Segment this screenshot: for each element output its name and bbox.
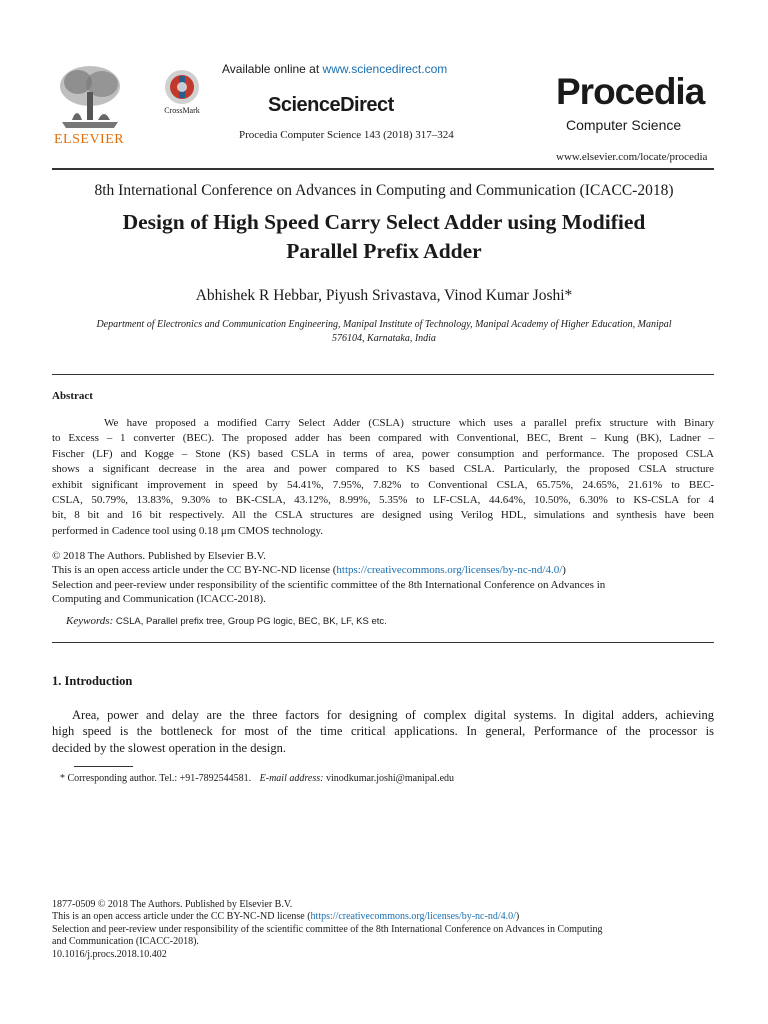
footer-license-line (52, 911, 722, 923)
elsevier-tree-icon (52, 62, 128, 132)
journal-url[interactable]: www.elsevier.com/locate/procedia (556, 151, 708, 163)
available-online (222, 62, 447, 76)
issn-line: 1877-0509 © 2018 The Authors. Published by Elsevier B.V. (52, 899, 293, 910)
footer-license-prefix: This is an open access article under the CC BY-NC-ND license ( (52, 911, 311, 923)
footnote (60, 773, 454, 784)
abstract-body (52, 416, 714, 539)
journal-citation: Procedia Computer Science 143 (2018) 317–324 (239, 129, 454, 141)
intro-line: high speed is the bottleneck for most of the time critical applications. In general, Performance of the processor is (52, 724, 714, 739)
abstract-line: exhibit significant improvement in speed by 54.41%, 7.95%, 7.82% to Conventional CSLA, 65.75%, 24.65%, 21.61% to BEC- (52, 478, 714, 491)
journal-subtitle: Computer Science (566, 117, 682, 133)
copyright-line: © 2018 The Authors. Published by Elsevier B.V. (52, 550, 266, 562)
conference-name: 8th International Conference on Advances in Computing and Communication (ICACC-2018) (94, 182, 674, 199)
intro-body (52, 707, 714, 756)
crossmark-label: CrossMark (164, 106, 200, 115)
sciencedirect-link[interactable]: www.sciencedirect.com (322, 62, 448, 76)
affiliation-line2: 576104, Karnataka, India (332, 333, 436, 344)
footer-license-link[interactable]: https://creativecommons.org/licenses/by-nc-nd/4.0/ (310, 911, 516, 923)
paper-title-line2: Parallel Prefix Adder (286, 239, 482, 263)
footer-review-line: and Communication (ICACC-2018). (52, 936, 199, 948)
publisher-name: ELSEVIER (54, 132, 125, 147)
elsevier-logo (52, 62, 128, 148)
doi[interactable]: 10.1016/j.procs.2018.10.402 (52, 948, 167, 960)
footnote-corresponding: * Corresponding author. Tel.: +91-7892544581. (60, 773, 252, 784)
abstract-line: CSLA, 50.79%, 13.83%, 9.30% to BK-CSLA, 43.12%, 8.99%, 5.35% to LF-CSLA, 44.64%, 10.50%, 6.30% to KS-CSLA for 4 (52, 494, 714, 507)
intro-line: Area, power and delay are the three factors for designing of complex digital systems. In digital adders, achieving (72, 708, 714, 722)
license-link[interactable]: https://creativecommons.org/licenses/by-nc-nd/4.0/ (336, 564, 563, 577)
abstract-line: shows a significant decrease in the area and power compared to KS based CSLA. Particularly, the proposed CSLA structure (52, 463, 714, 476)
license-suffix: ) (562, 564, 566, 577)
abstract-line: bit, 8 bit and 16 bit respectively. All the CSLA structures are designed using Verilog HDL, simulations and synthesis have been (52, 509, 714, 522)
license-prefix: This is an open access article under the CC BY-NC-ND license ( (52, 564, 337, 577)
crossmark-badge[interactable] (160, 68, 204, 118)
intro-heading: 1. Introduction (52, 674, 133, 688)
procedia-brand: Procedia (556, 71, 705, 112)
abstract-bottom-rule (52, 642, 714, 643)
abstract-line: performed in Cadence tool using 0.18 μm CMOS technology. (52, 524, 323, 537)
footer-license-suffix: ) (515, 911, 520, 923)
footnote-email-label: E-mail address: (259, 773, 324, 784)
header-rule (52, 168, 714, 170)
abstract-line: to Excess – 1 converter (BEC). The proposed adder has been compared with Conventional, BEC, Brent – Kung (BK), Ladner – (52, 432, 714, 445)
review-line: Computing and Communication (ICACC-2018). (52, 593, 266, 606)
footnote-email[interactable]: vinodkumar.joshi@manipal.edu (323, 773, 455, 784)
copyright-block (52, 549, 714, 607)
sciencedirect-wordmark: ScienceDirect (268, 94, 394, 116)
authors: Abhishek R Hebbar, Piyush Srivastava, Vinod Kumar Joshi* (195, 287, 573, 304)
page-footer (52, 899, 722, 961)
paper-title-line1: Design of High Speed Carry Select Adder using Modified (122, 210, 646, 234)
review-line: Selection and peer-review under responsibility of the scientific committee of the 8th International Conference on Advances in (52, 578, 606, 591)
affiliation-line1: Department of Electronics and Communication Engineering, Manipal Institute of Technology, Manipal Academy of Higher Education, Manipal (96, 319, 672, 330)
keywords-label: Keywords: (66, 615, 114, 627)
abstract-line: Fischer (LF) and Kogge – Stone (KS) based CSLA in terms of area, power consumption and performance. The proposed CSLA (52, 447, 714, 460)
abstract-heading: Abstract (52, 390, 93, 402)
abstract-line: We have proposed a modified Carry Select Adder (CSLA) structure which uses a parallel prefix structure with Binary (104, 417, 714, 429)
crossmark-icon (160, 68, 204, 106)
abstract-top-rule (52, 374, 714, 375)
keywords-list: CSLA, Parallel prefix tree, Group PG logic, BEC, BK, LF, KS etc. (113, 616, 387, 627)
footer-review-line: Selection and peer-review under responsibility of the scientific committee of the 8th International Conference on Advances in Computing (52, 923, 603, 935)
keywords (66, 615, 387, 627)
intro-line: decided by the slowest operation in the design. (52, 740, 286, 755)
available-prefix: Available online at (222, 62, 323, 76)
footnote-rule (74, 766, 133, 767)
license-line (52, 563, 714, 577)
